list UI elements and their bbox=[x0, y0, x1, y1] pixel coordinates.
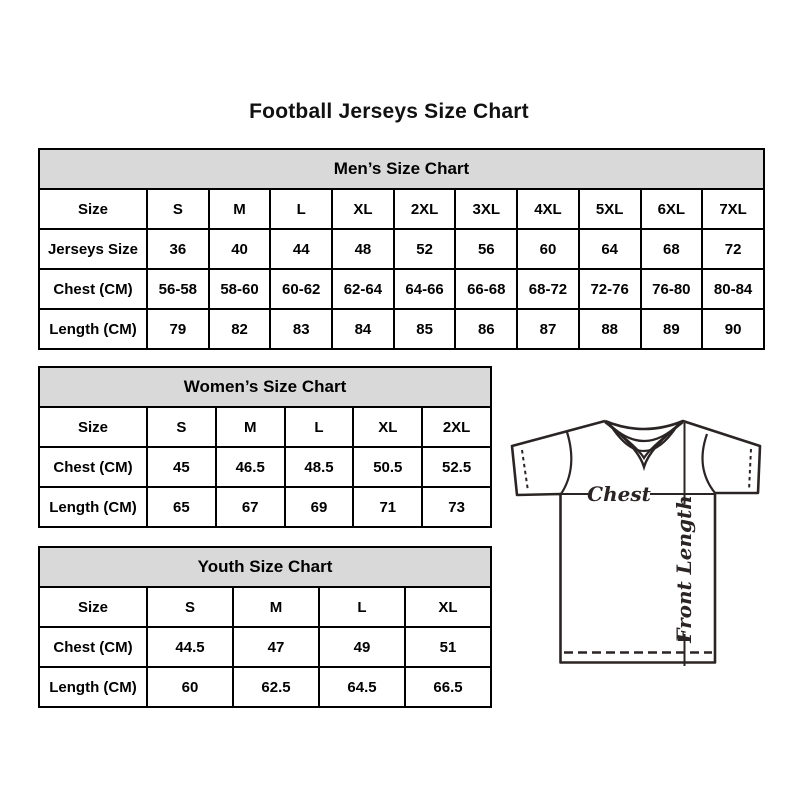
chest-label: Chest bbox=[587, 482, 651, 506]
size-value-cell: M bbox=[233, 587, 319, 627]
size-value-cell: 86 bbox=[455, 309, 517, 349]
size-value-cell: 65 bbox=[147, 487, 216, 527]
row-label-cell: Length (CM) bbox=[39, 487, 147, 527]
page-title: Football Jerseys Size Chart bbox=[249, 100, 529, 123]
size-value-cell: 62.5 bbox=[233, 667, 319, 707]
size-value-cell: 4XL bbox=[517, 189, 579, 229]
youth-table-title: Youth Size Chart bbox=[39, 547, 491, 587]
size-value-cell: M bbox=[216, 407, 285, 447]
row-label-cell: Size bbox=[39, 189, 147, 229]
size-value-cell: XL bbox=[405, 587, 491, 627]
size-value-cell: M bbox=[209, 189, 271, 229]
men-size-table-grid bbox=[38, 148, 765, 350]
row-label-cell: Length (CM) bbox=[39, 667, 147, 707]
size-value-cell: 7XL bbox=[702, 189, 764, 229]
size-value-cell: 71 bbox=[353, 487, 422, 527]
size-value-cell: XL bbox=[332, 189, 394, 229]
size-value-cell: S bbox=[147, 189, 209, 229]
mens-size-table bbox=[38, 148, 765, 348]
size-value-cell: 48 bbox=[332, 229, 394, 269]
men-table-title: Men’s Size Chart bbox=[39, 149, 764, 189]
size-value-cell: 5XL bbox=[579, 189, 641, 229]
size-value-cell: 69 bbox=[285, 487, 354, 527]
row-label-cell: Size bbox=[39, 587, 147, 627]
jersey-outline-shape bbox=[512, 421, 760, 663]
size-value-cell: L bbox=[319, 587, 405, 627]
size-value-cell: 47 bbox=[233, 627, 319, 667]
size-value-cell: 72 bbox=[702, 229, 764, 269]
size-value-cell: 48.5 bbox=[285, 447, 354, 487]
size-value-cell: L bbox=[285, 407, 354, 447]
size-value-cell: 90 bbox=[702, 309, 764, 349]
size-value-cell: 80-84 bbox=[702, 269, 764, 309]
right-sleeve-seam bbox=[703, 434, 716, 493]
size-value-cell: S bbox=[147, 407, 216, 447]
size-value-cell: 76-80 bbox=[641, 269, 703, 309]
size-value-cell: 64 bbox=[579, 229, 641, 269]
size-value-cell: 87 bbox=[517, 309, 579, 349]
row-label-cell: Chest (CM) bbox=[39, 627, 147, 667]
size-value-cell: 46.5 bbox=[216, 447, 285, 487]
size-value-cell: 72-76 bbox=[579, 269, 641, 309]
size-value-cell: 85 bbox=[394, 309, 456, 349]
women-size-table-grid bbox=[38, 366, 492, 528]
size-value-cell: S bbox=[147, 587, 233, 627]
size-value-cell: 89 bbox=[641, 309, 703, 349]
size-value-cell: 51 bbox=[405, 627, 491, 667]
size-value-cell: 66-68 bbox=[455, 269, 517, 309]
size-value-cell: 36 bbox=[147, 229, 209, 269]
left-sleeve-stitch-dashes bbox=[522, 450, 528, 491]
row-label-cell: Size bbox=[39, 407, 147, 447]
size-value-cell: 6XL bbox=[641, 189, 703, 229]
size-value-cell: L bbox=[270, 189, 332, 229]
size-value-cell: 62-64 bbox=[332, 269, 394, 309]
size-value-cell: 73 bbox=[422, 487, 491, 527]
size-value-cell: 2XL bbox=[394, 189, 456, 229]
size-value-cell: 44.5 bbox=[147, 627, 233, 667]
size-value-cell: 64.5 bbox=[319, 667, 405, 707]
front-length-label: Front Length bbox=[672, 495, 696, 643]
size-value-cell: 52.5 bbox=[422, 447, 491, 487]
womens-size-table bbox=[38, 366, 492, 526]
size-value-cell: 83 bbox=[270, 309, 332, 349]
size-value-cell: 44 bbox=[270, 229, 332, 269]
size-value-cell: 2XL bbox=[422, 407, 491, 447]
row-label-cell: Chest (CM) bbox=[39, 269, 147, 309]
size-value-cell: 66.5 bbox=[405, 667, 491, 707]
size-value-cell: 79 bbox=[147, 309, 209, 349]
youth-size-table bbox=[38, 546, 492, 706]
left-sleeve-seam bbox=[561, 432, 571, 494]
row-label-cell: Length (CM) bbox=[39, 309, 147, 349]
size-value-cell: 56-58 bbox=[147, 269, 209, 309]
size-value-cell: 56 bbox=[455, 229, 517, 269]
size-value-cell: 52 bbox=[394, 229, 456, 269]
size-value-cell: 82 bbox=[209, 309, 271, 349]
women-table-title: Women’s Size Chart bbox=[39, 367, 491, 407]
size-value-cell: 40 bbox=[209, 229, 271, 269]
jersey-measurement-diagram bbox=[495, 410, 785, 680]
youth-size-table-grid bbox=[38, 546, 492, 708]
size-value-cell: 45 bbox=[147, 447, 216, 487]
size-value-cell: 49 bbox=[319, 627, 405, 667]
size-value-cell: 68-72 bbox=[517, 269, 579, 309]
size-value-cell: 60 bbox=[517, 229, 579, 269]
size-value-cell: 84 bbox=[332, 309, 394, 349]
size-value-cell: 60 bbox=[147, 667, 233, 707]
size-value-cell: XL bbox=[353, 407, 422, 447]
size-value-cell: 50.5 bbox=[353, 447, 422, 487]
size-value-cell: 58-60 bbox=[209, 269, 271, 309]
row-label-cell: Chest (CM) bbox=[39, 447, 147, 487]
size-value-cell: 88 bbox=[579, 309, 641, 349]
row-label-cell: Jerseys Size bbox=[39, 229, 147, 269]
size-value-cell: 3XL bbox=[455, 189, 517, 229]
size-value-cell: 68 bbox=[641, 229, 703, 269]
size-value-cell: 60-62 bbox=[270, 269, 332, 309]
size-value-cell: 64-66 bbox=[394, 269, 456, 309]
right-sleeve-stitch-dashes bbox=[749, 449, 751, 490]
size-value-cell: 67 bbox=[216, 487, 285, 527]
